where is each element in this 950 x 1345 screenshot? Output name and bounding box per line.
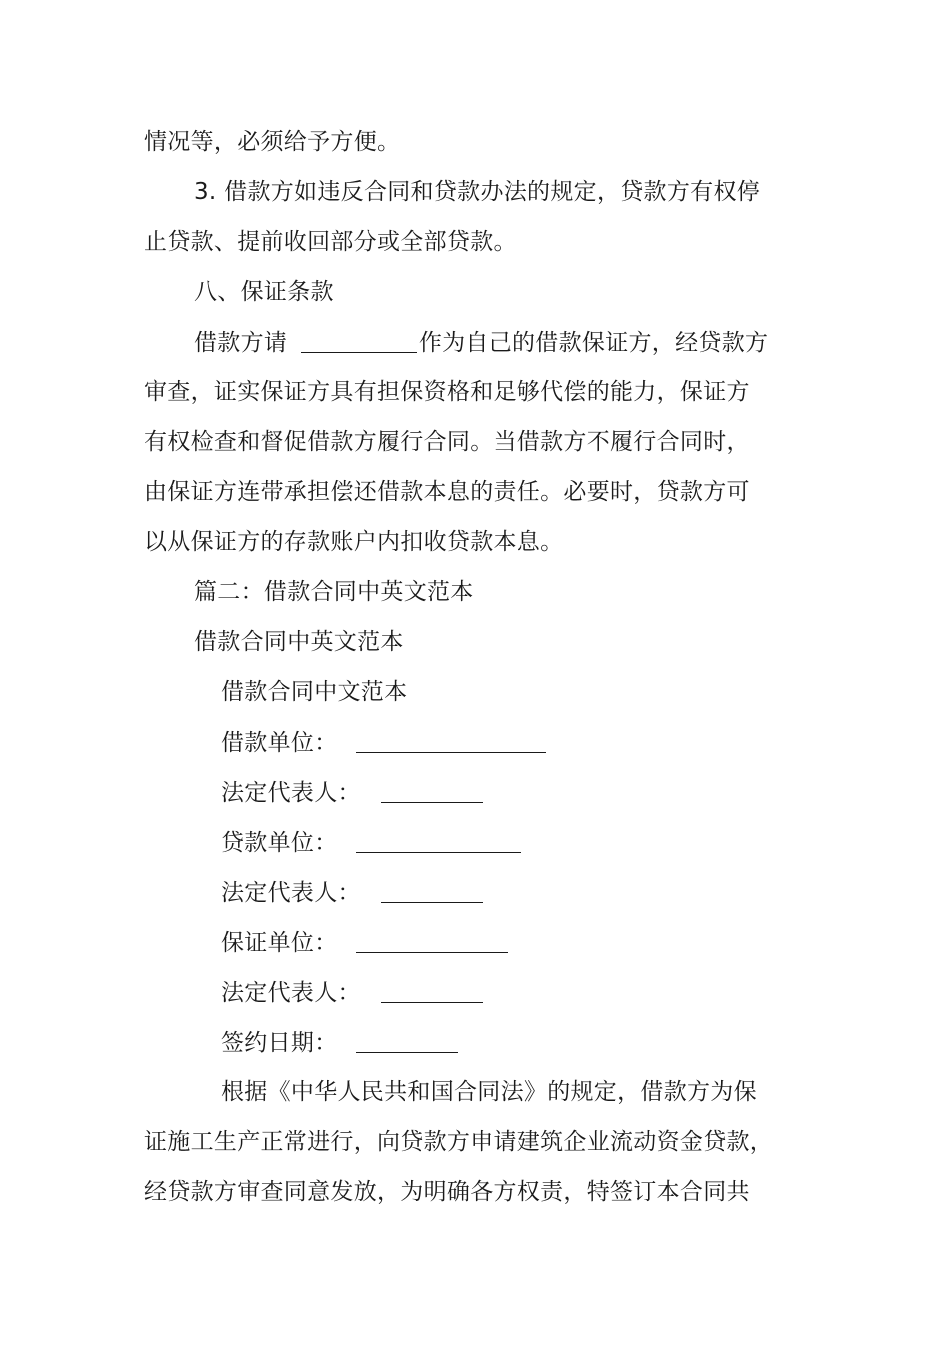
section-heading: 八、保证条款 bbox=[194, 279, 334, 305]
fill-in-blank bbox=[356, 930, 508, 953]
field-label: 法定代表人： bbox=[221, 780, 361, 806]
fill-in-blank bbox=[356, 730, 546, 753]
fill-in-blank bbox=[356, 830, 521, 853]
form-field-row bbox=[221, 727, 546, 758]
line-text-before-blank: 借款方请 bbox=[194, 330, 295, 356]
paragraph-line: 3. 借款方如违反合同和贷款办法的规定，贷款方有权停 bbox=[194, 179, 761, 205]
fill-in-blank bbox=[381, 780, 483, 803]
section-heading: 篇二：借款合同中英文范本 bbox=[194, 579, 474, 605]
paragraph-line-with-blank bbox=[194, 327, 768, 358]
paragraph-line: 审查，证实保证方具有担保资格和足够代偿的能力，保证方 bbox=[144, 379, 750, 405]
form-field-row bbox=[221, 1027, 458, 1058]
form-field-row bbox=[221, 927, 508, 958]
form-field-row bbox=[221, 877, 483, 908]
fill-in-blank bbox=[381, 880, 483, 903]
paragraph-line: 由保证方连带承担偿还借款本息的责任。必要时，贷款方可 bbox=[144, 479, 750, 505]
form-field-row bbox=[221, 777, 483, 808]
document-subtitle: 借款合同中文范本 bbox=[221, 679, 408, 705]
paragraph-line: 经贷款方审查同意发放，为明确各方权责，特签订本合同共 bbox=[144, 1179, 750, 1205]
paragraph-line: 情况等，必须给予方便。 bbox=[144, 129, 401, 155]
paragraph-line: 根据《中华人民共和国合同法》的规定，借款方为保 bbox=[221, 1079, 757, 1105]
paragraph-line: 以从保证方的存款账户内扣收贷款本息。 bbox=[144, 529, 564, 555]
document-title: 借款合同中英文范本 bbox=[194, 629, 404, 655]
paragraph-line: 证施工生产正常进行，向贷款方申请建筑企业流动资金贷款， bbox=[144, 1129, 774, 1155]
field-label: 法定代表人： bbox=[221, 980, 361, 1006]
paragraph-line: 有权检查和督促借款方履行合同。当借款方不履行合同时， bbox=[144, 429, 750, 455]
field-label: 签约日期： bbox=[221, 1030, 338, 1056]
line-text-after-blank: 作为自己的借款保证方，经贷款方 bbox=[418, 330, 769, 356]
field-label: 保证单位： bbox=[221, 930, 338, 956]
fill-in-blank bbox=[381, 980, 483, 1003]
paragraph-line: 止贷款、提前收回部分或全部贷款。 bbox=[144, 229, 517, 255]
fill-in-blank bbox=[301, 330, 417, 353]
fill-in-blank bbox=[356, 1030, 458, 1053]
field-label: 法定代表人： bbox=[221, 880, 361, 906]
form-field-row bbox=[221, 827, 521, 858]
form-field-row bbox=[221, 977, 483, 1008]
field-label: 贷款单位： bbox=[221, 830, 338, 856]
field-label: 借款单位： bbox=[221, 730, 338, 756]
